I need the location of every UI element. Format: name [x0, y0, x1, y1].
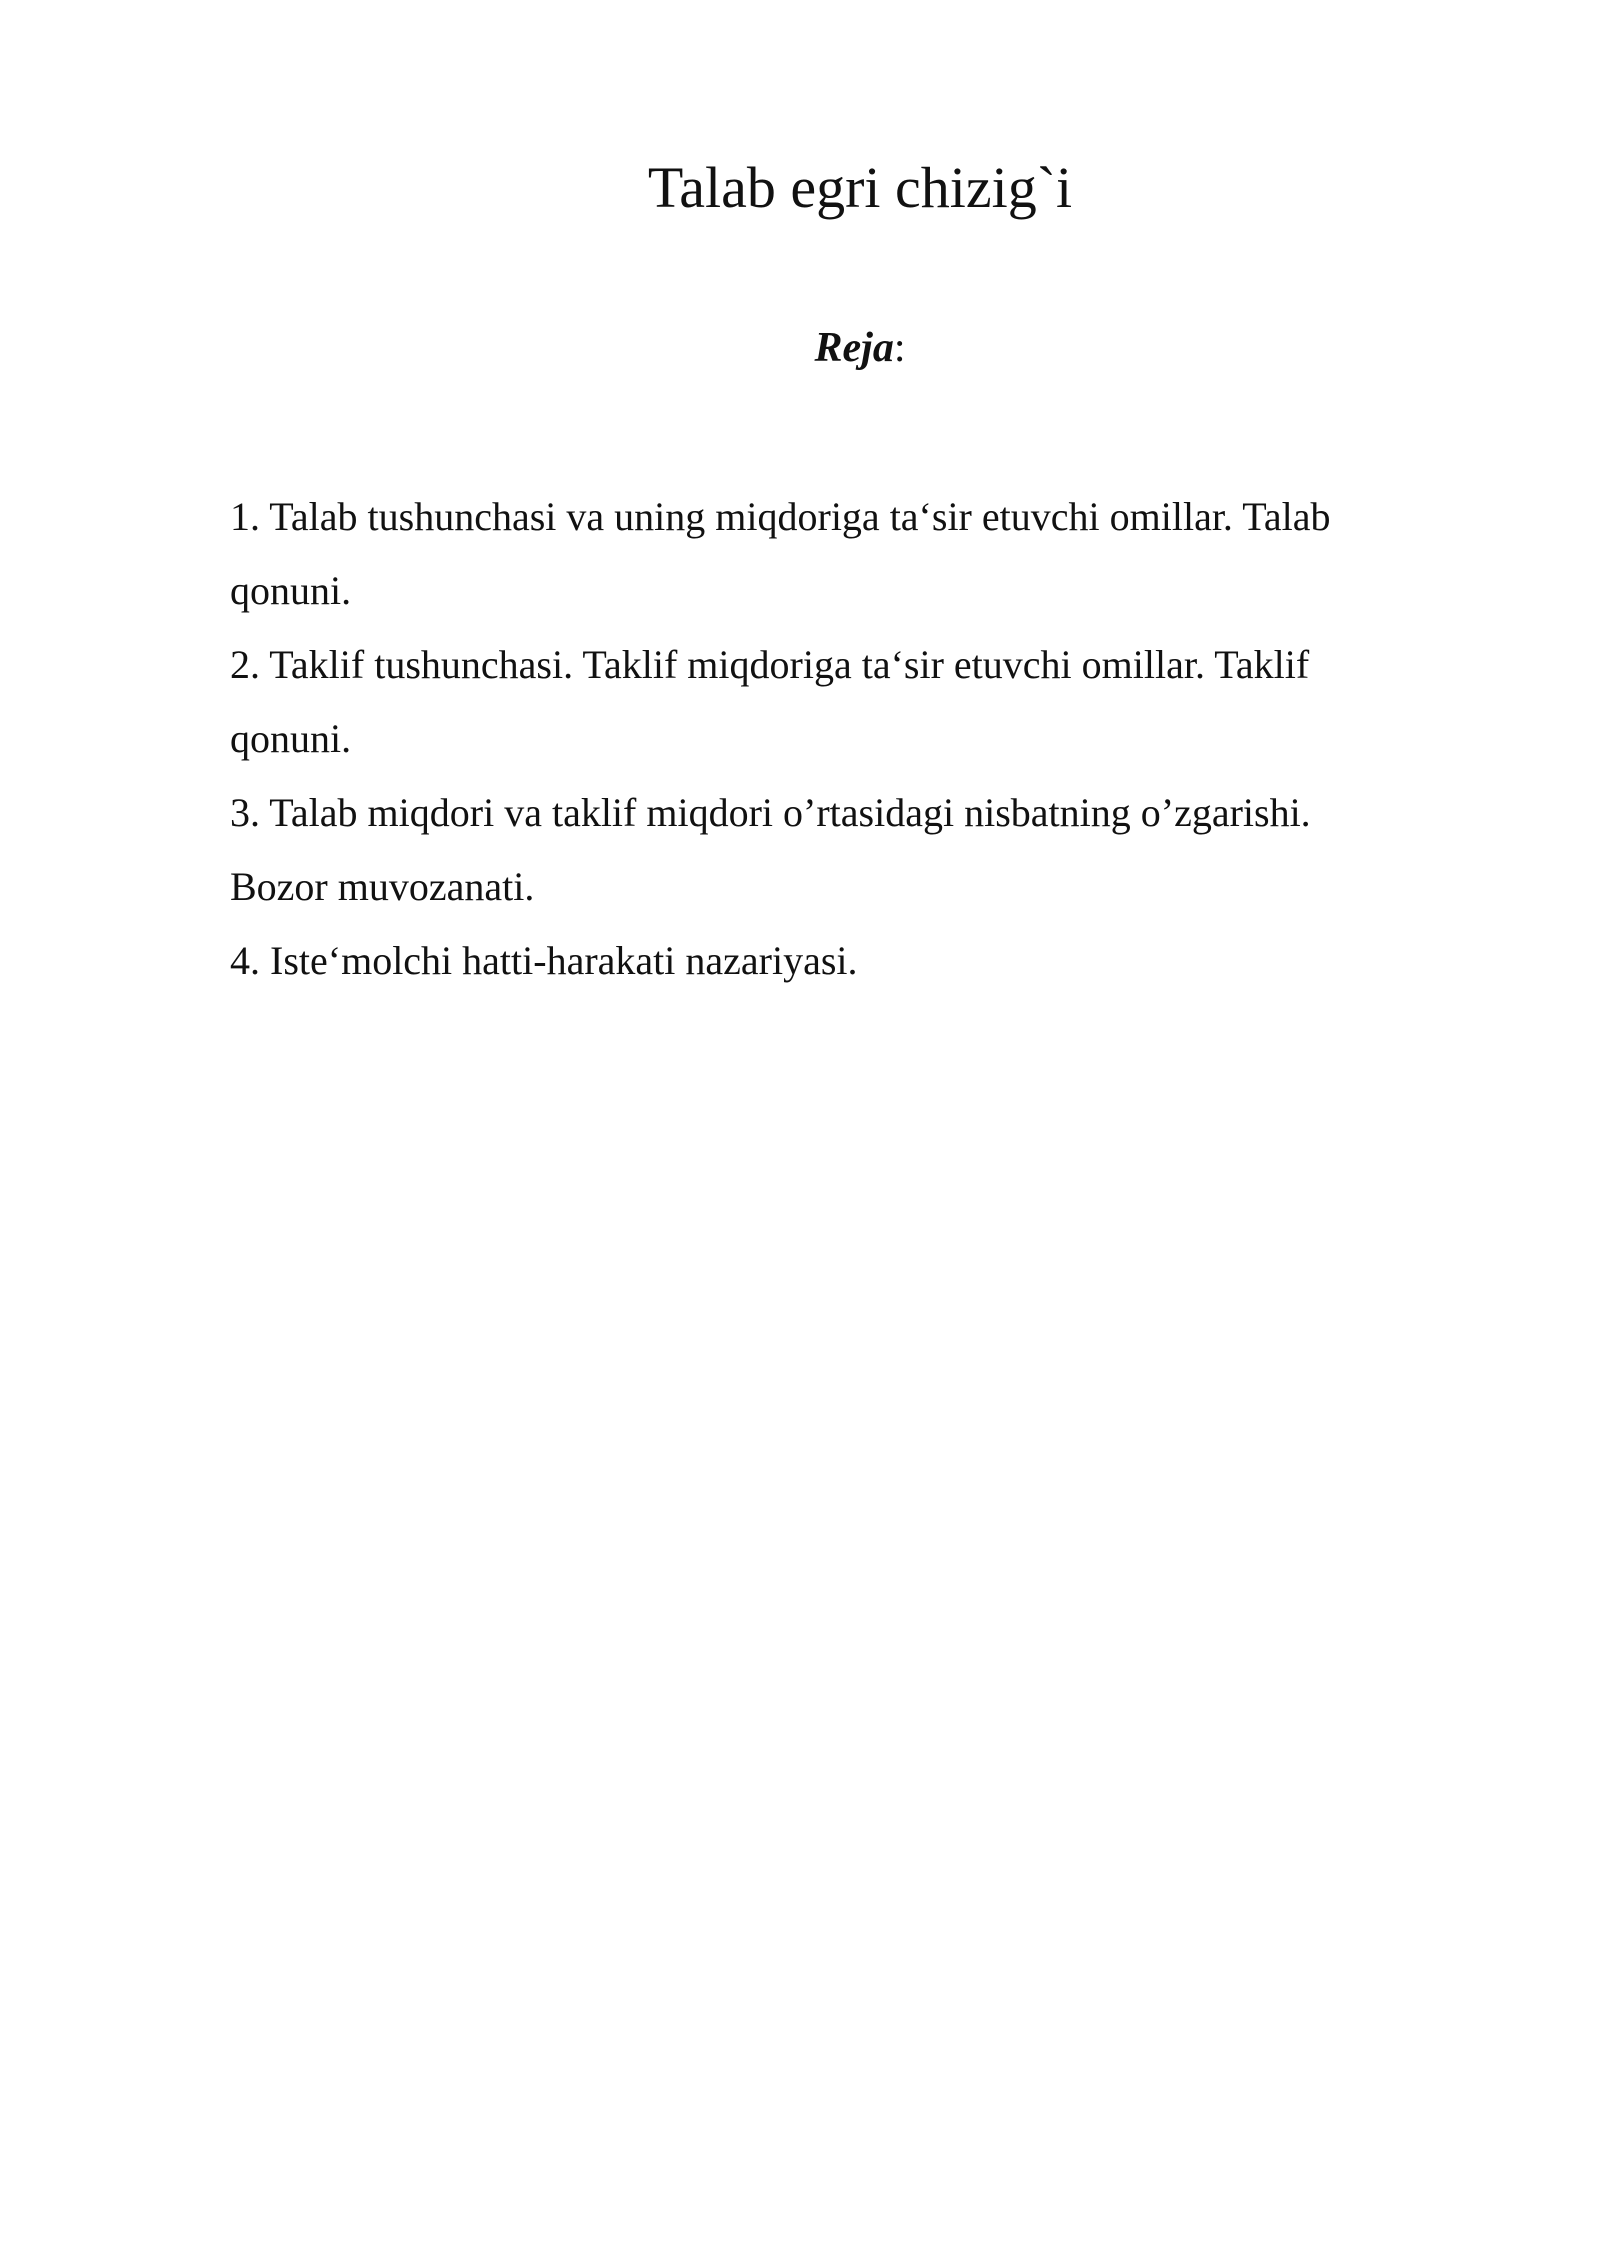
- plan-heading-colon: :: [893, 325, 906, 371]
- plan-list: [230, 480, 1470, 998]
- plan-line: qonuni.: [230, 568, 352, 613]
- plan-line: 4. Iste‘molchi hatti-harakati nazariyasi.: [230, 938, 858, 983]
- plan-line: qonuni.: [230, 716, 352, 761]
- plan-heading: [0, 318, 1600, 378]
- plan-line: Bozor muvozanati.: [230, 864, 535, 909]
- plan-heading-word: Reja: [814, 325, 894, 371]
- plan-line: 2. Taklif tushunchasi. Taklif miqdoriga ta‘sir etuvchi omillar. Taklif: [230, 642, 1310, 687]
- plan-line: 3. Talab miqdori va taklif miqdori o’rtasidagi nisbatning o’zgarishi.: [230, 790, 1311, 835]
- document-title: Talab egri chizig`i: [647, 155, 1073, 220]
- plan-line: 1. Talab tushunchasi va uning miqdoriga ta‘sir etuvchi omillar. Talab: [230, 494, 1331, 539]
